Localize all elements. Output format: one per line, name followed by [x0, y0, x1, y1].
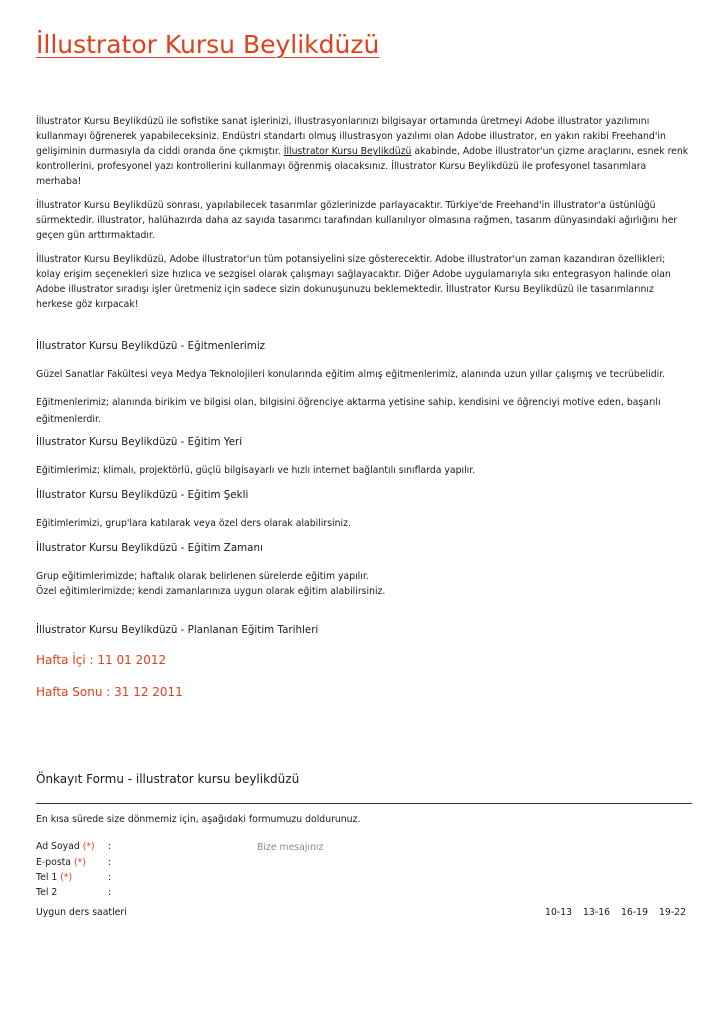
format-heading: İllustrator Kursu Beylikdüzü - Eğitim Şekli — [36, 489, 249, 501]
hour-option[interactable]: 10-13 — [545, 907, 573, 918]
location-heading: İllustrator Kursu Beylikdüzü - Eğitim Yeri — [36, 436, 243, 448]
required-marker: (*) — [82, 841, 95, 852]
message-textarea[interactable]: Bize mesajınız — [257, 842, 324, 853]
trainers-text-2: Eğitmenlerimiz; alanında birikim ve bilgisi olan, bilgisini öğrenciye aktarma yetisine sahip, kendisini ve öğrenciyi motive eden, başarılı eğitmenlerdir. — [36, 397, 661, 425]
course-link[interactable]: İllustrator Kursu Beylikdüzü — [283, 146, 412, 157]
tel1-row[interactable] — [36, 872, 692, 886]
required-marker: (*) — [73, 857, 86, 868]
name-row[interactable] — [36, 841, 692, 855]
tel1-label: Tel 1 (*) — [36, 872, 73, 883]
location-text: Eğitimlerimiz; klimalı, projektörlü, güçlü bilgisayarlı ve hızlı internet bağlantılı sınıflarda yapılır. — [36, 465, 476, 476]
tel2-row[interactable] — [36, 887, 692, 901]
trainers-text-1: Güzel Sanatlar Fakültesi veya Medya Teknolojileri konularında eğitim almış eğitmenlerimiz, alanında uzun yıllar çalışmış ve tecrübelidir. — [36, 369, 666, 380]
tel1-field[interactable]: : — [108, 872, 112, 883]
intro-p1-end: akabinde, Adobe illustrator'un çizme araçlarını, esnek renk kontrollerini, profesyonel yazı kontrollerini kullanmayı öğrenmiş olacaksınız. İllustrator Kursu Beylikdüzü ile profesyonel tasarımlara merhaba! — [36, 146, 689, 187]
lesson-hours-label: Uygun ders saatleri — [36, 907, 127, 918]
intro-paragraph-1 — [36, 114, 692, 189]
tel2-field[interactable]: : — [108, 887, 112, 898]
weekend-date: Hafta Sonu : 31 12 2011 — [36, 685, 183, 699]
hour-option[interactable]: 19-22 — [658, 907, 686, 918]
intro-p1-start: İllustrator Kursu Beylikdüzü ile sofistike sanat işlerinizi, illustrasyonlarınızı bilgisayar ortamında üretmeyi Adobe illustrator yazılımını kullanmayı öğrenerek yapabileceksiniz. Endüstri standartı olmuş illustrasyon yazılımı olan Adobe illustrator, en yakın rakibi Freehand'in gelişiminin durmasıyla da ciddi oranda öne çıkmıştır. — [36, 116, 666, 157]
intro-paragraph-3: İllustrator Kursu Beylikdüzü, Adobe illustrator'un tüm potansiyelini size gösterecektir. Adobe illustrator'un zaman kazandıran özellikleri; kolay erişim seçenekleri size hızlıca ve sezgisel olarak çalışmayı sağlayacaktır. Diğer Adobe uygulamarıyla sıkı entegrasyon halinde olan Adobe illustrator sıradışı işler üretmeniz için sadece sizin dokunuşunuzu beklemektedir. İllustrator Kursu Beylikdüzü ile tasarımlarınız herkese göz kırpacak! — [36, 254, 671, 310]
hour-option[interactable]: 13-16 — [583, 907, 611, 918]
schedule-heading: İllustrator Kursu Beylikdüzü - Eğitim Zamanı — [36, 542, 263, 554]
name-field[interactable]: : — [108, 841, 112, 852]
intro-text — [36, 114, 692, 321]
format-text: Eğitimlerimizi, grup'lara katılarak veya özel ders olarak alabilirsiniz. — [36, 518, 351, 529]
schedule-text-2: Özel eğitimlerimizde; kendi zamanlarınıza uygun olarak eğitim alabilirsiniz. — [36, 586, 386, 597]
lesson-hours-options — [537, 907, 686, 918]
form-instructions: En kısa sürede size dönmemiz için, aşağıdaki formumuzu doldurunuz. — [36, 814, 361, 825]
tel2-label: Tel 2 — [36, 887, 58, 898]
page-title: İllustrator Kursu Beylikdüzü — [36, 30, 380, 59]
required-marker: (*) — [60, 872, 73, 883]
schedule-text-1: Grup eğitimlerimizde; haftalık olarak belirlenen sürelerde eğitim yapılır. — [36, 571, 369, 582]
email-label: E-posta (*) — [36, 857, 86, 868]
email-field[interactable]: : — [108, 857, 112, 868]
name-label: Ad Soyad (*) — [36, 841, 95, 852]
form-title: Önkayıt Formu - illustrator kursu beylikdüzü — [36, 772, 300, 786]
email-row[interactable] — [36, 857, 692, 871]
weekday-date: Hafta İçi : 11 01 2012 — [36, 653, 167, 667]
dates-heading: İllustrator Kursu Beylikdüzü - Planlanan Eğitim Tarihleri — [36, 624, 319, 636]
hour-option[interactable]: 16-19 — [621, 907, 649, 918]
form-divider — [36, 803, 692, 804]
intro-paragraph-2: İllustrator Kursu Beylikdüzü sonrası, yapılabilecek tasarımlar gözlerinizde parlayacaktır. Türkiye'de Freehand'in illustrator'a üstünlüğü sürmektedir. illustrator, halühazırda daha az sayıda tasarımcı tarafından kullanılıyor olmasına rağmen, tasarım dünyasındaki ağırlığını her geçen gün arttırmaktadır. — [36, 200, 678, 241]
trainers-heading: İllustrator Kursu Beylikdüzü - Eğitmenlerimiz — [36, 340, 266, 352]
